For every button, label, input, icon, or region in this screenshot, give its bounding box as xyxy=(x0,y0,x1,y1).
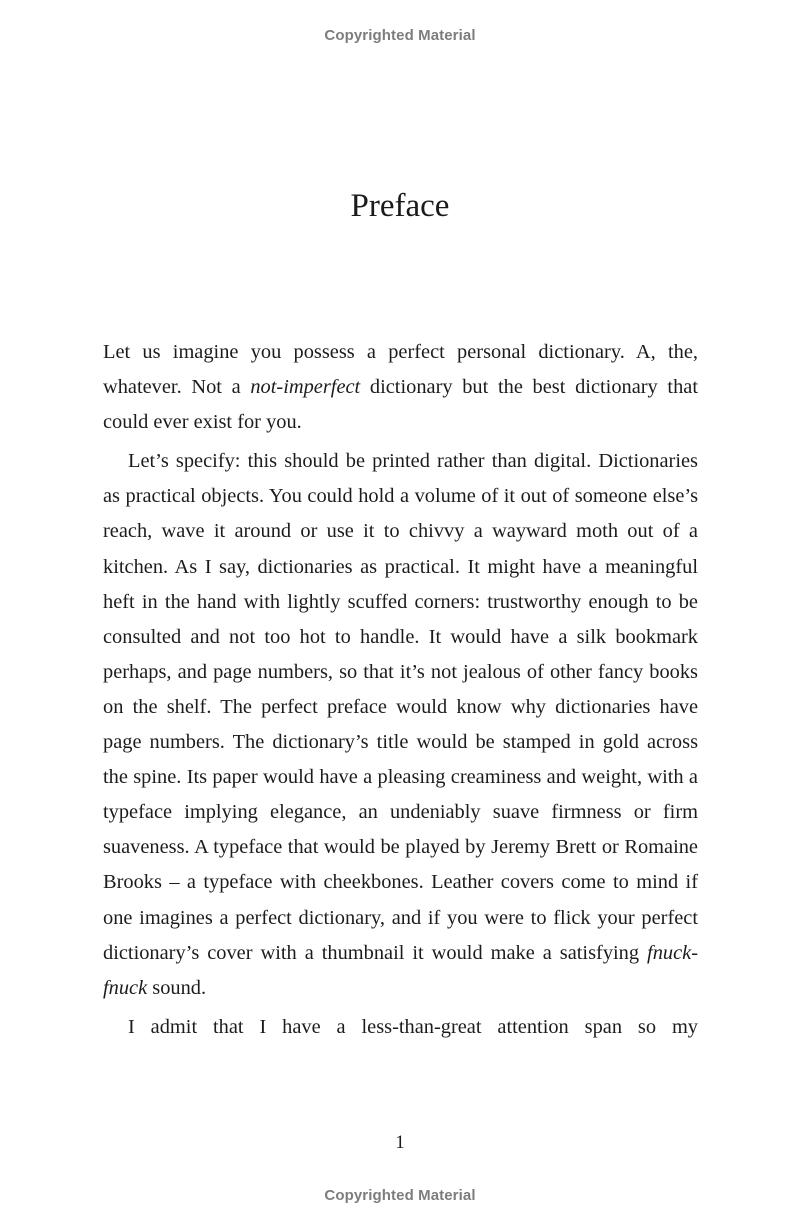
paragraph-1-text-1: Let us imagine you possess a perfect personal dictionary. A, the, whatever. Not a xyxy=(103,341,698,399)
copyright-watermark-top: Copyrighted Material xyxy=(324,27,476,44)
body-text xyxy=(103,335,698,1049)
paragraph-1 xyxy=(103,335,698,440)
paragraph-2-text-2: sound. xyxy=(147,976,207,999)
paragraph-2 xyxy=(103,444,698,1006)
paragraph-3-text-1: I admit that I have a less-than-great attention span so my xyxy=(128,1015,698,1038)
copyright-watermark-bottom: Copyrighted Material xyxy=(324,1187,476,1204)
paragraph-2-text-1: Let’s specify: this should be printed rather than digital. Dictionaries as practical objects. You could hold a volume of it out of someone else’s reach, wave it around or use it to chivvy a wayward moth out of a kitchen. As I say, dictionaries as practical. It might have a meaningful heft in the hand with lightly scuffed corners: trustworthy enough to be consulted and not too hot to handle. It would have a silk bookmark perhaps, and page numbers, so that it’s not jealous of other fancy books on the shelf. The perfect preface would know why dictionaries have page numbers. The dictionary’s title would be stamped in gold across the spine. Its paper would have a pleasing creaminess and weight, with a typeface implying elegance, an undeniably suave firmness or firm suaveness. A typeface that would be played by Jeremy Brett or Romaine Brooks – a typeface with cheekbones. Leather covers come to mind if one imagines a perfect dictionary, and if you were to flick your perfect dictionary’s cover with a thumbnail it would make a satisfying xyxy=(103,450,698,964)
paragraph-1-italic-term: not-imperfect xyxy=(250,376,361,399)
paragraph-3 xyxy=(103,1010,698,1045)
paragraph-1-text-2: dictionary but the best dictionary that could ever exist for you. xyxy=(103,376,698,434)
chapter-title: Preface xyxy=(350,188,450,224)
page-number: 1 xyxy=(395,1132,405,1153)
paragraph-2-italic-sound: fnuck-fnuck xyxy=(103,941,698,999)
